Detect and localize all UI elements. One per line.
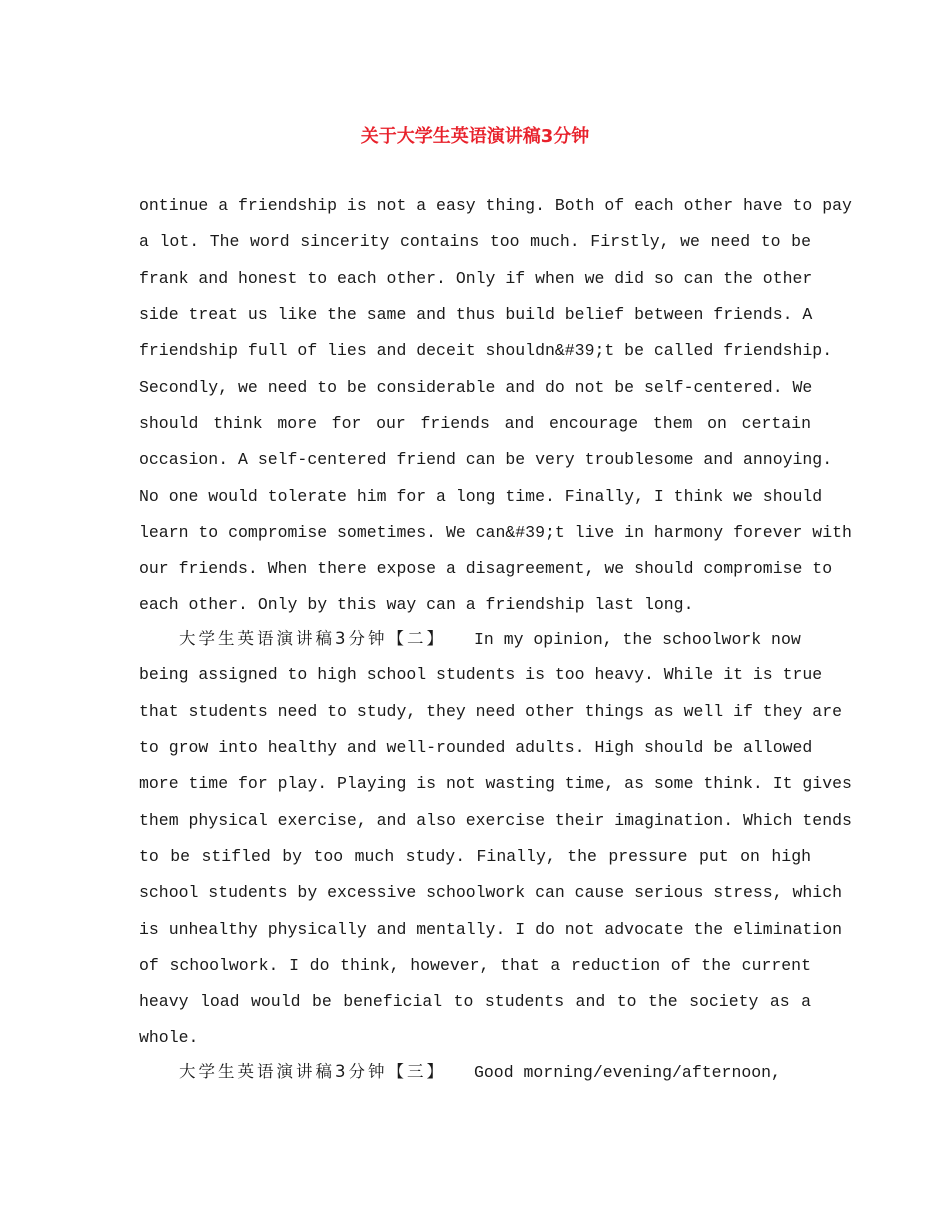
paragraph-line: to be stifled by too much study. Finally, the pressure put on high [139,847,811,866]
paragraph-line: them physical exercise, and also exercise their imagination. Which tends [139,811,852,830]
section-heading: 大学生英语演讲稿3分钟【二】 [179,629,446,648]
paragraph-line: whole. [139,1028,199,1047]
section-heading-line [179,627,811,651]
paragraph-text: In my opinion, the schoolwork now [474,630,801,649]
paragraph-line: learn to compromise sometimes. We can&#39;t live in harmony forever with [139,523,852,542]
paragraph-line: heavy load would be beneficial to students and to the society as a [139,992,811,1011]
paragraph-line: each other. Only by this way can a friendship last long. [139,595,694,614]
paragraph-line: being assigned to high school students is too heavy. While it is true [139,665,823,684]
paragraph-line: of schoolwork. I do think, however, that a reduction of the current [139,956,811,975]
section-heading: 大学生英语演讲稿3分钟【三】 [179,1062,446,1081]
document-title: 关于大学生英语演讲稿3分钟 [360,126,590,147]
paragraph-text: Good morning/evening/afternoon, [474,1063,781,1082]
paragraph-line: should think more for our friends and encourage them on certain [139,414,811,433]
paragraph-line: more time for play. Playing is not wasting time, as some think. It gives [139,774,852,793]
paragraph-line: is unhealthy physically and mentally. I do not advocate the elimination [139,920,843,939]
paragraph-line: to grow into healthy and well-rounded adults. High should be allowed [139,738,813,757]
paragraph-line: ontinue a friendship is not a easy thing. Both of each other have to pay [139,196,852,215]
paragraph-line: No one would tolerate him for a long time. Finally, I think we should [139,487,823,506]
paragraph-line: occasion. A self-centered friend can be very troublesome and annoying. [139,450,833,469]
paragraph-line: that students need to study, they need other things as well if they are [139,702,843,721]
section-heading-line [179,1060,811,1084]
paragraph-line: side treat us like the same and thus build belief between friends. A [139,305,813,324]
paragraph-line: school students by excessive schoolwork can cause serious stress, which [139,883,843,902]
paragraph-line: Secondly, we need to be considerable and do not be self-centered. We [139,378,813,397]
paragraph-line: friendship full of lies and deceit shouldn&#39;t be called friendship. [139,341,833,360]
paragraph-line: frank and honest to each other. Only if when we did so can the other [139,269,813,288]
paragraph-line: our friends. When there expose a disagreement, we should compromise to [139,559,833,578]
paragraph-line: a lot. The word sincerity contains too much. Firstly, we need to be [139,232,811,251]
